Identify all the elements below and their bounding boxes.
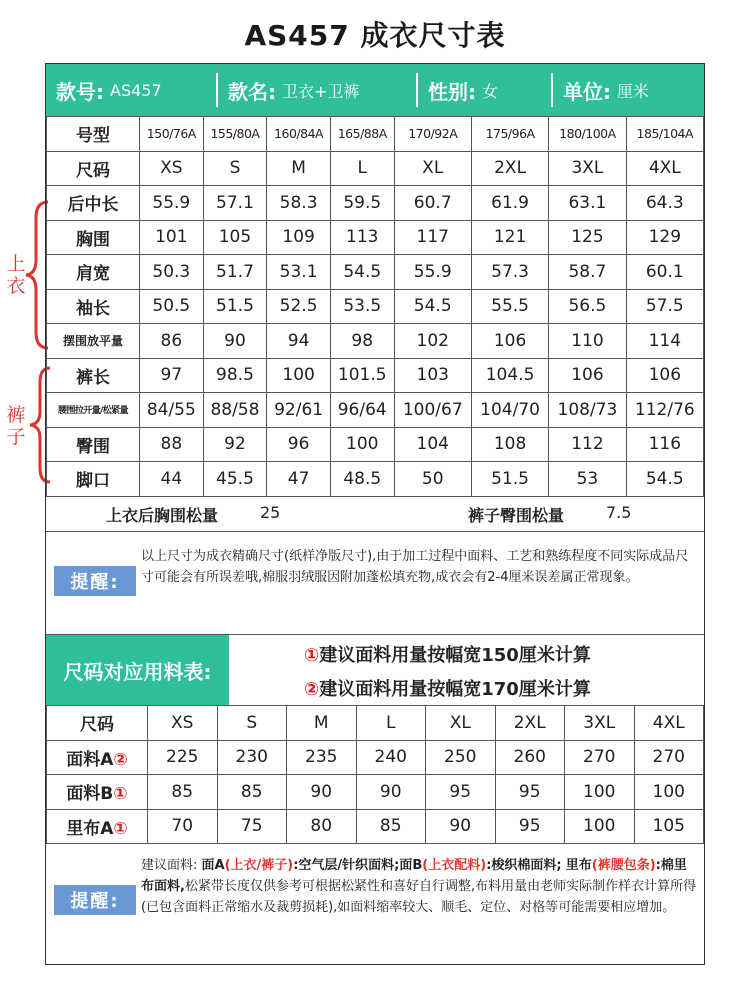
usage-cell: 225 — [148, 740, 218, 775]
usage-note-1 — [304, 641, 591, 667]
usage-header-row — [47, 706, 704, 741]
size-cell: 110 — [549, 324, 626, 359]
usage-note-2 — [304, 675, 591, 701]
size-cell: 105 — [203, 220, 267, 255]
size-cell: 108/73 — [549, 393, 626, 428]
usage-cell: 270 — [565, 740, 635, 775]
usage-row — [47, 775, 704, 810]
bottom-ease-label: 裤子臀围松量 — [468, 506, 565, 525]
size-row-label: 摆围放平量 — [47, 324, 140, 359]
size-row-label: 胸围 — [47, 220, 140, 255]
reminder-badge-1: 提醒: — [54, 566, 136, 596]
gender-cell — [418, 73, 553, 107]
usage-cell: 95 — [495, 809, 565, 844]
size-cell: 54.5 — [626, 462, 703, 497]
lining-label: 里布 — [565, 858, 592, 873]
unit-key: 单位: — [563, 79, 611, 104]
size-row — [47, 117, 704, 152]
size-row-label: 后中长 — [47, 186, 140, 221]
size-cell: 51.7 — [203, 255, 267, 290]
size-cell: 57.1 — [203, 186, 267, 221]
size-row-label: 袖长 — [47, 289, 140, 324]
usage-material-name: 面料B — [66, 784, 114, 805]
gender-key: 性别: — [428, 79, 476, 104]
style-no-key: 款号: — [56, 79, 104, 104]
size-cell: 51.5 — [471, 462, 548, 497]
usage-cell: 75 — [217, 809, 287, 844]
usage-cell: 240 — [356, 740, 426, 775]
size-cell: 57.3 — [471, 255, 548, 290]
usage-band — [46, 635, 704, 705]
size-cell: 48.5 — [330, 462, 394, 497]
size-cell: 108 — [471, 427, 548, 462]
size-cell: 55.9 — [394, 255, 471, 290]
ease-row — [46, 495, 704, 532]
bottom-ease-value: 7.5 — [606, 503, 632, 522]
size-cell: 100/67 — [394, 393, 471, 428]
size-cell: 86 — [140, 324, 204, 359]
size-cell: 58.7 — [549, 255, 626, 290]
usage-material-name: 面料A — [66, 749, 114, 770]
size-cell: 109 — [267, 220, 331, 255]
size-cell: 150/76A — [140, 117, 204, 152]
size-cell: 180/100A — [549, 117, 626, 152]
reminder-note-2 — [46, 843, 704, 964]
fabric-a-desc: :空气层/针织面料;面B — [293, 858, 423, 873]
size-cell: 57.5 — [626, 289, 703, 324]
size-cell: 2XL — [471, 151, 548, 186]
usage-material-mark: ① — [113, 784, 128, 805]
size-cell: 53.5 — [330, 289, 394, 324]
size-row — [47, 393, 704, 428]
usage-cell: 95 — [495, 775, 565, 810]
usage-note-1-text: 建议面料用量按幅宽150厘米计算 — [319, 645, 591, 666]
size-cell: 117 — [394, 220, 471, 255]
size-cell: 84/55 — [140, 393, 204, 428]
fabric-note-intro: 建议面料: — [141, 858, 198, 873]
usage-cell: 90 — [426, 809, 496, 844]
size-cell: 61.9 — [471, 186, 548, 221]
size-chart-frame — [45, 63, 705, 965]
usage-note-2-text: 建议面料用量按幅宽170厘米计算 — [319, 679, 591, 700]
size-cell: 59.5 — [330, 186, 394, 221]
usage-row-label — [47, 740, 148, 775]
usage-cell: 100 — [634, 775, 704, 810]
style-name-key: 款名: — [228, 79, 276, 104]
size-row-label: 号型 — [47, 117, 140, 152]
usage-cell: 270 — [634, 740, 704, 775]
usage-cell: 70 — [148, 809, 218, 844]
size-cell: 50 — [394, 462, 471, 497]
size-cell: 96/64 — [330, 393, 394, 428]
size-cell: 116 — [626, 427, 703, 462]
lining-usage: (裤腰包条) — [591, 858, 656, 873]
usage-cell: 90 — [287, 775, 357, 810]
size-cell: 92/61 — [267, 393, 331, 428]
reminder-badge-2: 提醒: — [54, 885, 136, 915]
size-cell: 125 — [549, 220, 626, 255]
size-row-label: 腰围拉开量/松紧量 — [47, 393, 140, 428]
size-cell: 129 — [626, 220, 703, 255]
usage-material-mark: ② — [113, 749, 128, 770]
reminder-text-2 — [141, 855, 697, 918]
fabric-b-desc: :梭织棉面料; — [486, 858, 562, 873]
size-cell: 47 — [267, 462, 331, 497]
size-cell: 113 — [330, 220, 394, 255]
size-cell: 155/80A — [203, 117, 267, 152]
size-cell: 160/84A — [267, 117, 331, 152]
size-row — [47, 324, 704, 359]
usage-header-cell: 3XL — [565, 706, 635, 741]
usage-header-cell: 2XL — [495, 706, 565, 741]
size-cell: 175/96A — [471, 117, 548, 152]
size-row-label: 肩宽 — [47, 255, 140, 290]
size-row — [47, 358, 704, 393]
size-cell: 94 — [267, 324, 331, 359]
size-cell: 104/70 — [471, 393, 548, 428]
usage-header-label: 尺码 — [47, 706, 148, 741]
style-no-value: AS457 — [110, 80, 162, 100]
fabric-note-body: 松紧带长度仅供参考可根据松紧性和喜好自行调整,布料用量由老师实际制作样衣计算所得(已包含面料正常缩水及裁剪损耗),如面料缩率较大、顺毛、定位、对格等可能需要相应增加。 — [141, 879, 697, 915]
size-table — [46, 116, 704, 497]
size-cell: 98.5 — [203, 358, 267, 393]
usage-cell: 235 — [287, 740, 357, 775]
size-row — [47, 255, 704, 290]
fabric-b-usage: (上衣配料) — [422, 858, 487, 873]
size-cell: 45.5 — [203, 462, 267, 497]
size-cell: 106 — [626, 358, 703, 393]
size-cell: 102 — [394, 324, 471, 359]
usage-cell: 100 — [565, 809, 635, 844]
usage-header-cell: 4XL — [634, 706, 704, 741]
usage-cell: 95 — [426, 775, 496, 810]
size-cell: 97 — [140, 358, 204, 393]
size-cell: 53 — [549, 462, 626, 497]
size-row — [47, 462, 704, 497]
size-cell: 96 — [267, 427, 331, 462]
usage-material-name: 里布A — [66, 818, 114, 839]
size-cell: 64.3 — [626, 186, 703, 221]
usage-header-cell: XL — [426, 706, 496, 741]
header-bar — [46, 64, 704, 116]
size-cell: 50.5 — [140, 289, 204, 324]
lining-desc: :棉里布面料, — [141, 858, 687, 894]
usage-header-cell: M — [287, 706, 357, 741]
size-cell: 52.5 — [267, 289, 331, 324]
usage-note-2-mark: ② — [304, 679, 320, 700]
size-cell: 88 — [140, 427, 204, 462]
size-cell: 185/104A — [626, 117, 703, 152]
page-title: AS457 成衣尺寸表 — [244, 19, 506, 52]
usage-row — [47, 809, 704, 844]
usage-cell: 250 — [426, 740, 496, 775]
size-cell: 44 — [140, 462, 204, 497]
usage-cell: 85 — [356, 809, 426, 844]
size-cell: 106 — [549, 358, 626, 393]
size-cell: 100 — [330, 427, 394, 462]
size-cell: 90 — [203, 324, 267, 359]
size-cell: 103 — [394, 358, 471, 393]
reminder-note-1 — [46, 532, 704, 635]
gender-value: 女 — [482, 81, 499, 101]
size-cell: M — [267, 151, 331, 186]
bottom-side-label: 裤子 — [6, 404, 26, 448]
size-cell: 58.3 — [267, 186, 331, 221]
unit-cell — [553, 73, 703, 107]
top-side-label: 上衣 — [6, 253, 26, 297]
reminder-text-1: 以上尺寸为成衣精确尺寸(纸样净版尺寸),由于加工过程中面料、工艺和熟练程度不同实际成品尺寸可能会有所误差哦,棉服羽绒服因附加蓬松填充物,成衣会有2-4厘米误差属正常现象。 — [141, 549, 689, 585]
size-cell: 165/88A — [330, 117, 394, 152]
size-cell: XS — [140, 151, 204, 186]
size-cell: 170/92A — [394, 117, 471, 152]
size-cell: 50.3 — [140, 255, 204, 290]
size-row-label: 臀围 — [47, 427, 140, 462]
size-cell: 101 — [140, 220, 204, 255]
usage-cell: 85 — [217, 775, 287, 810]
fabric-a-label: 面A — [201, 858, 225, 873]
top-ease-label: 上衣后胸围松量 — [106, 506, 219, 525]
size-cell: 92 — [203, 427, 267, 462]
size-cell: 104.5 — [471, 358, 548, 393]
size-cell: 104 — [394, 427, 471, 462]
size-row-label: 裤长 — [47, 358, 140, 393]
usage-row-label — [47, 775, 148, 810]
size-cell: 54.5 — [330, 255, 394, 290]
usage-row-label — [47, 809, 148, 844]
size-row-label: 脚口 — [47, 462, 140, 497]
size-cell: 106 — [471, 324, 548, 359]
size-cell: 112 — [549, 427, 626, 462]
size-cell: 60.7 — [394, 186, 471, 221]
size-cell: 88/58 — [203, 393, 267, 428]
size-row — [47, 220, 704, 255]
usage-header-cell: L — [356, 706, 426, 741]
size-cell: 98 — [330, 324, 394, 359]
usage-cell: 80 — [287, 809, 357, 844]
size-row — [47, 186, 704, 221]
usage-cell: 105 — [634, 809, 704, 844]
unit-value: 厘米 — [617, 81, 650, 101]
top-ease-value: 25 — [260, 503, 281, 522]
usage-band-label: 尺码对应用料表: — [46, 635, 229, 705]
usage-cell: 85 — [148, 775, 218, 810]
size-cell: 100 — [267, 358, 331, 393]
size-cell: 114 — [626, 324, 703, 359]
fabric-usage-table — [46, 705, 704, 844]
usage-header-cell: S — [217, 706, 287, 741]
style-no-cell — [46, 73, 218, 107]
size-cell: 56.5 — [549, 289, 626, 324]
size-row — [47, 427, 704, 462]
size-row-label: 尺码 — [47, 151, 140, 186]
usage-row — [47, 740, 704, 775]
usage-cell: 100 — [565, 775, 635, 810]
style-name-cell — [218, 73, 418, 107]
usage-material-mark: ① — [113, 818, 128, 839]
size-row — [47, 289, 704, 324]
size-cell: 55.9 — [140, 186, 204, 221]
size-cell: 53.1 — [267, 255, 331, 290]
size-cell: 51.5 — [203, 289, 267, 324]
size-cell: 55.5 — [471, 289, 548, 324]
size-cell: 101.5 — [330, 358, 394, 393]
size-cell: 112/76 — [626, 393, 703, 428]
usage-cell: 260 — [495, 740, 565, 775]
usage-cell: 230 — [217, 740, 287, 775]
style-name-value: 卫衣+卫裤 — [282, 81, 360, 101]
usage-note-1-mark: ① — [304, 645, 320, 666]
size-cell: 3XL — [549, 151, 626, 186]
size-cell: 54.5 — [394, 289, 471, 324]
size-cell: 121 — [471, 220, 548, 255]
usage-cell: 90 — [356, 775, 426, 810]
usage-header-cell: XS — [148, 706, 218, 741]
size-row — [47, 151, 704, 186]
size-cell: L — [330, 151, 394, 186]
size-cell: S — [203, 151, 267, 186]
size-cell: 4XL — [626, 151, 703, 186]
size-cell: XL — [394, 151, 471, 186]
size-cell: 63.1 — [549, 186, 626, 221]
fabric-a-usage: (上衣/裤子) — [224, 858, 294, 873]
size-cell: 60.1 — [626, 255, 703, 290]
